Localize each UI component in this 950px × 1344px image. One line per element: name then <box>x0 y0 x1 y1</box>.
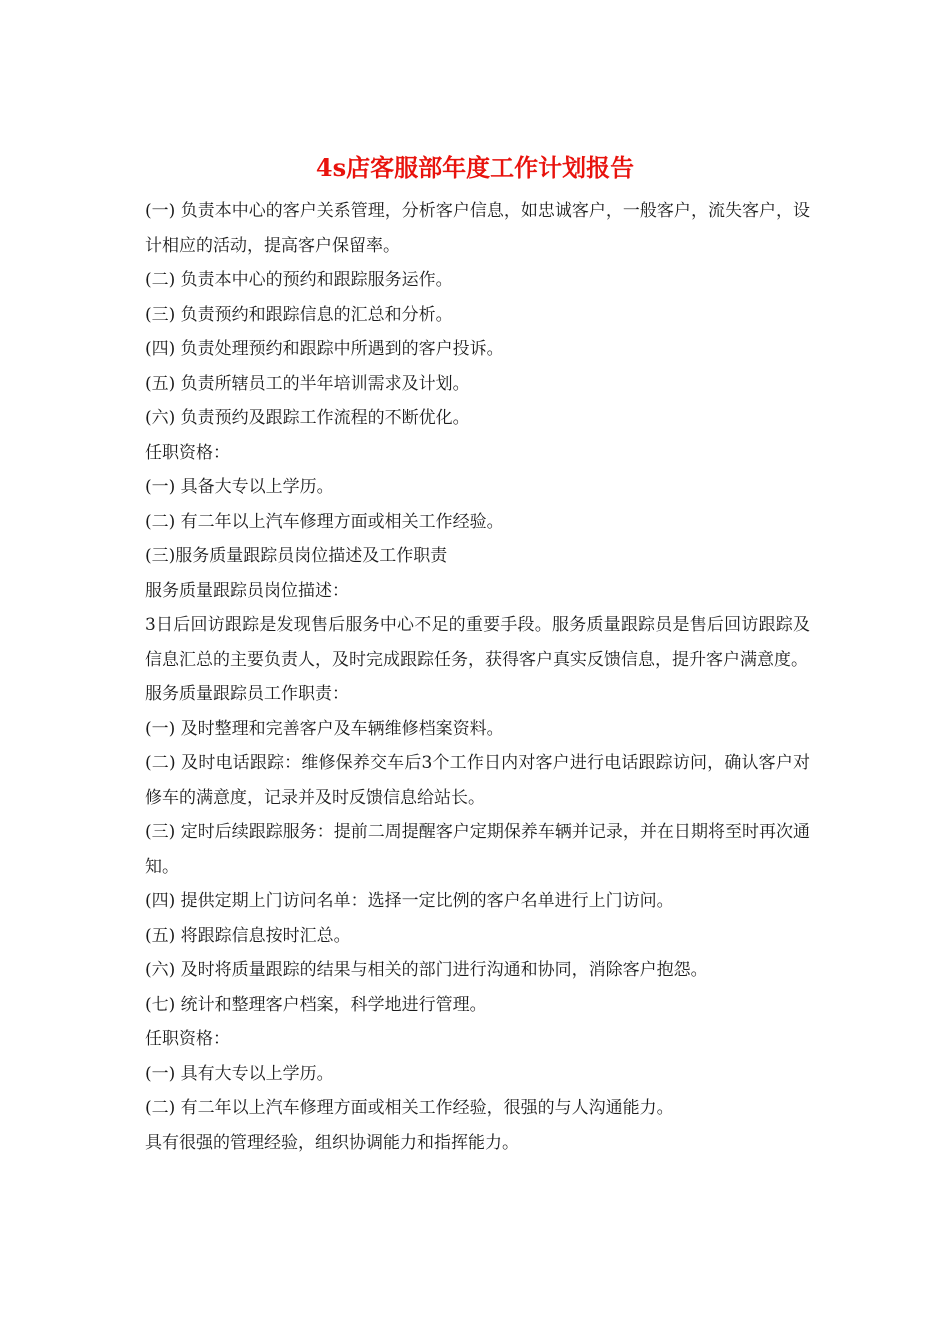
paragraph: (四) 提供定期上门访问名单：选择一定比例的客户名单进行上门访问。 <box>145 891 674 911</box>
paragraph: (一) 具备大专以上学历。 <box>145 477 334 497</box>
paragraph: (二) 及时电话跟踪：维修保养交车后3个工作日内对客户进行电话跟踪访问，确认客户对修车的满意度，记录并及时反馈信息给站长。 <box>145 753 810 808</box>
paragraph: (四) 负责处理预约和跟踪中所遇到的客户投诉。 <box>145 339 504 359</box>
paragraph: (六) 及时将质量跟踪的结果与相关的部门进行沟通和协同，消除客户抱怨。 <box>145 960 708 980</box>
paragraph: 具有很强的管理经验，组织协调能力和指挥能力。 <box>145 1132 519 1153</box>
paragraph: (二) 有二年以上汽车修理方面或相关工作经验，很强的与人沟通能力。 <box>145 1098 674 1118</box>
section-heading: 任职资格： <box>145 1029 230 1049</box>
paragraph: (三)服务质量跟踪员岗位描述及工作职责 <box>145 546 448 566</box>
section-heading: 服务质量跟踪员岗位描述： <box>145 580 349 601</box>
paragraph: 3日后回访跟踪是发现售后服务中心不足的重要手段。服务质量跟踪员是售后回访跟踪及信息汇总的主要负责人，及时完成跟踪任务，获得客户真实反馈信息，提升客户满意度。 <box>145 615 810 670</box>
paragraph: (七) 统计和整理客户档案，科学地进行管理。 <box>145 994 487 1015</box>
paragraph: (三) 定时后续跟踪服务：提前二周提醒客户定期保养车辆并记录，并在日期将至时再次通知。 <box>145 822 810 877</box>
section-heading: 服务质量跟踪员工作职责： <box>145 684 349 704</box>
paragraph: (三) 负责预约和跟踪信息的汇总和分析。 <box>145 304 453 325</box>
paragraph: (一) 负责本中心的客户关系管理，分析客户信息，如忠诚客户，一般客户，流失客户，设计相应的活动，提高客户保留率。 <box>145 201 810 256</box>
paragraph: (五) 将跟踪信息按时汇总。 <box>145 925 351 946</box>
document-title: 4s店客服部年度工作计划报告 <box>315 153 635 182</box>
section-heading: 任职资格： <box>145 442 230 463</box>
document-body <box>145 194 810 1160</box>
paragraph: (一) 及时整理和完善客户及车辆维修档案资料。 <box>145 718 504 739</box>
paragraph: (二) 有二年以上汽车修理方面或相关工作经验。 <box>145 511 504 532</box>
paragraph: (五) 负责所辖员工的半年培训需求及计划。 <box>145 373 470 394</box>
paragraph: (二) 负责本中心的预约和跟踪服务运作。 <box>145 270 453 290</box>
paragraph: (六) 负责预约及跟踪工作流程的不断优化。 <box>145 408 470 428</box>
paragraph: (一) 具有大专以上学历。 <box>145 1063 334 1084</box>
